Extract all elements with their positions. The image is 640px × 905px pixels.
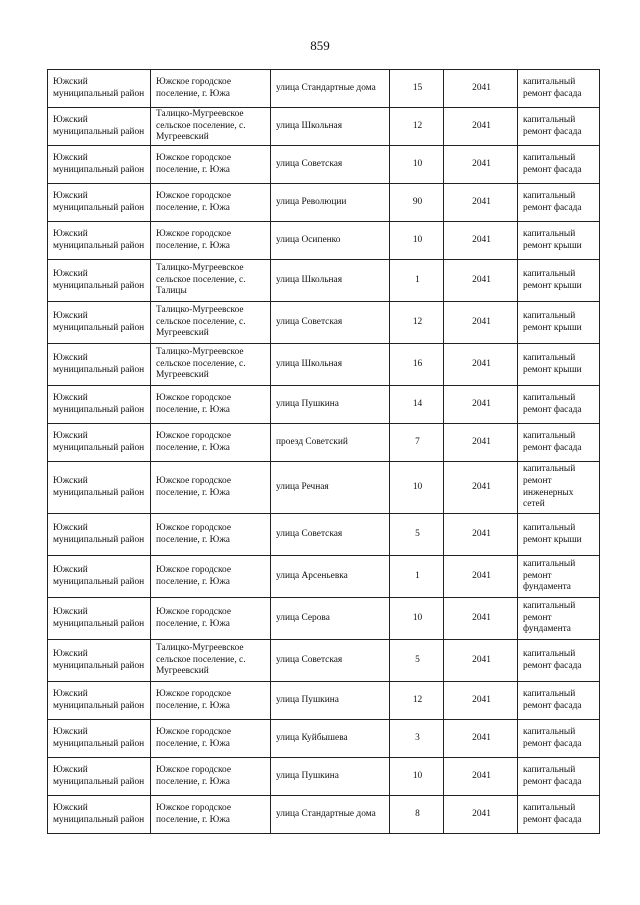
street-cell: проезд Советский bbox=[271, 424, 390, 462]
year-cell: 2041 bbox=[444, 184, 518, 222]
house-number-cell: 15 bbox=[390, 70, 444, 108]
work-type-cell: капитальный ремонт фундамента bbox=[518, 598, 600, 640]
district-cell: Южский муниципальный район bbox=[48, 386, 151, 424]
work-type-cell: капитальный ремонт крыши bbox=[518, 222, 600, 260]
settlement-cell: Южское городское поселение, г. Южа bbox=[151, 386, 271, 424]
settlement-cell: Южское городское поселение, г. Южа bbox=[151, 682, 271, 720]
table-row bbox=[48, 720, 600, 758]
table-row bbox=[48, 598, 600, 640]
housing-repair-table bbox=[47, 69, 600, 834]
district-cell: Южский муниципальный район bbox=[48, 70, 151, 108]
year-cell: 2041 bbox=[444, 222, 518, 260]
district-cell: Южский муниципальный район bbox=[48, 184, 151, 222]
page-number: 859 bbox=[310, 38, 330, 53]
house-number-cell: 5 bbox=[390, 640, 444, 682]
house-number-cell: 12 bbox=[390, 302, 444, 344]
table-row bbox=[48, 222, 600, 260]
year-cell: 2041 bbox=[444, 146, 518, 184]
table-row bbox=[48, 424, 600, 462]
work-type-cell: капитальный ремонт фасада bbox=[518, 720, 600, 758]
district-cell: Южский муниципальный район bbox=[48, 720, 151, 758]
table-row bbox=[48, 386, 600, 424]
street-cell: улица Пушкина bbox=[271, 682, 390, 720]
year-cell: 2041 bbox=[444, 556, 518, 598]
table-row bbox=[48, 758, 600, 796]
settlement-cell: Талицко-Мугреевское сельское поселение, с. Мугреевский bbox=[151, 640, 271, 682]
street-cell: улица Осипенко bbox=[271, 222, 390, 260]
street-cell: улица Стандартные дома bbox=[271, 70, 390, 108]
work-type-cell: капитальный ремонт фасада bbox=[518, 70, 600, 108]
street-cell: улица Пушкина bbox=[271, 758, 390, 796]
house-number-cell: 16 bbox=[390, 344, 444, 386]
table-row bbox=[48, 70, 600, 108]
work-type-cell: капитальный ремонт крыши bbox=[518, 344, 600, 386]
street-cell: улица Советская bbox=[271, 146, 390, 184]
street-cell: улица Стандартные дома bbox=[271, 796, 390, 834]
house-number-cell: 1 bbox=[390, 556, 444, 598]
district-cell: Южский муниципальный район bbox=[48, 796, 151, 834]
year-cell: 2041 bbox=[444, 796, 518, 834]
district-cell: Южский муниципальный район bbox=[48, 598, 151, 640]
work-type-cell: капитальный ремонт крыши bbox=[518, 260, 600, 302]
year-cell: 2041 bbox=[444, 598, 518, 640]
year-cell: 2041 bbox=[444, 720, 518, 758]
house-number-cell: 7 bbox=[390, 424, 444, 462]
year-cell: 2041 bbox=[444, 424, 518, 462]
district-cell: Южский муниципальный район bbox=[48, 514, 151, 556]
table-row bbox=[48, 146, 600, 184]
settlement-cell: Талицко-Мугреевское сельское поселение, с. Мугреевский bbox=[151, 108, 271, 146]
settlement-cell: Южское городское поселение, г. Южа bbox=[151, 796, 271, 834]
work-type-cell: капитальный ремонт фасада bbox=[518, 184, 600, 222]
house-number-cell: 1 bbox=[390, 260, 444, 302]
work-type-cell: капитальный ремонт инженерных сетей bbox=[518, 462, 600, 514]
house-number-cell: 3 bbox=[390, 720, 444, 758]
year-cell: 2041 bbox=[444, 758, 518, 796]
settlement-cell: Южское городское поселение, г. Южа bbox=[151, 514, 271, 556]
district-cell: Южский муниципальный район bbox=[48, 424, 151, 462]
house-number-cell: 10 bbox=[390, 222, 444, 260]
year-cell: 2041 bbox=[444, 462, 518, 514]
year-cell: 2041 bbox=[444, 108, 518, 146]
street-cell: улица Школьная bbox=[271, 344, 390, 386]
house-number-cell: 10 bbox=[390, 462, 444, 514]
settlement-cell: Южское городское поселение, г. Южа bbox=[151, 598, 271, 640]
settlement-cell: Талицко-Мугреевское сельское поселение, с. Талицы bbox=[151, 260, 271, 302]
street-cell: улица Советская bbox=[271, 640, 390, 682]
settlement-cell: Талицко-Мугреевское сельское поселение, с. Мугреевский bbox=[151, 302, 271, 344]
street-cell: улица Куйбышева bbox=[271, 720, 390, 758]
table-row bbox=[48, 796, 600, 834]
street-cell: улица Арсеньевка bbox=[271, 556, 390, 598]
house-number-cell: 8 bbox=[390, 796, 444, 834]
settlement-cell: Южское городское поселение, г. Южа bbox=[151, 462, 271, 514]
work-type-cell: капитальный ремонт крыши bbox=[518, 302, 600, 344]
work-type-cell: капитальный ремонт крыши bbox=[518, 514, 600, 556]
table-row bbox=[48, 682, 600, 720]
house-number-cell: 14 bbox=[390, 386, 444, 424]
year-cell: 2041 bbox=[444, 682, 518, 720]
work-type-cell: капитальный ремонт фасада bbox=[518, 146, 600, 184]
district-cell: Южский муниципальный район bbox=[48, 302, 151, 344]
work-type-cell: капитальный ремонт фасада bbox=[518, 424, 600, 462]
year-cell: 2041 bbox=[444, 302, 518, 344]
district-cell: Южский муниципальный район bbox=[48, 260, 151, 302]
street-cell: улица Серова bbox=[271, 598, 390, 640]
house-number-cell: 10 bbox=[390, 598, 444, 640]
work-type-cell: капитальный ремонт фасада bbox=[518, 758, 600, 796]
street-cell: улица Школьная bbox=[271, 260, 390, 302]
table-row bbox=[48, 302, 600, 344]
house-number-cell: 5 bbox=[390, 514, 444, 556]
work-type-cell: капитальный ремонт фундамента bbox=[518, 556, 600, 598]
table-row bbox=[48, 260, 600, 302]
settlement-cell: Южское городское поселение, г. Южа bbox=[151, 424, 271, 462]
table-row bbox=[48, 344, 600, 386]
table-row bbox=[48, 462, 600, 514]
house-number-cell: 12 bbox=[390, 682, 444, 720]
street-cell: улица Советская bbox=[271, 514, 390, 556]
district-cell: Южский муниципальный район bbox=[48, 344, 151, 386]
house-number-cell: 12 bbox=[390, 108, 444, 146]
table-row bbox=[48, 108, 600, 146]
district-cell: Южский муниципальный район bbox=[48, 682, 151, 720]
table-row bbox=[48, 556, 600, 598]
settlement-cell: Южское городское поселение, г. Южа bbox=[151, 184, 271, 222]
street-cell: улица Советская bbox=[271, 302, 390, 344]
settlement-cell: Южское городское поселение, г. Южа bbox=[151, 720, 271, 758]
settlement-cell: Южское городское поселение, г. Южа bbox=[151, 758, 271, 796]
district-cell: Южский муниципальный район bbox=[48, 556, 151, 598]
work-type-cell: капитальный ремонт фасада bbox=[518, 640, 600, 682]
house-number-cell: 10 bbox=[390, 146, 444, 184]
street-cell: улица Речная bbox=[271, 462, 390, 514]
work-type-cell: капитальный ремонт фасада bbox=[518, 682, 600, 720]
street-cell: улица Революции bbox=[271, 184, 390, 222]
settlement-cell: Талицко-Мугреевское сельское поселение, с. Мугреевский bbox=[151, 344, 271, 386]
table-row bbox=[48, 640, 600, 682]
street-cell: улица Пушкина bbox=[271, 386, 390, 424]
settlement-cell: Южское городское поселение, г. Южа bbox=[151, 70, 271, 108]
district-cell: Южский муниципальный район bbox=[48, 108, 151, 146]
district-cell: Южский муниципальный район bbox=[48, 640, 151, 682]
district-cell: Южский муниципальный район bbox=[48, 222, 151, 260]
settlement-cell: Южское городское поселение, г. Южа bbox=[151, 222, 271, 260]
work-type-cell: капитальный ремонт фасада bbox=[518, 386, 600, 424]
year-cell: 2041 bbox=[444, 344, 518, 386]
street-cell: улица Школьная bbox=[271, 108, 390, 146]
work-type-cell: капитальный ремонт фасада bbox=[518, 108, 600, 146]
year-cell: 2041 bbox=[444, 514, 518, 556]
table-body bbox=[48, 70, 600, 834]
work-type-cell: капитальный ремонт фасада bbox=[518, 796, 600, 834]
district-cell: Южский муниципальный район bbox=[48, 462, 151, 514]
settlement-cell: Южское городское поселение, г. Южа bbox=[151, 146, 271, 184]
house-number-cell: 10 bbox=[390, 758, 444, 796]
year-cell: 2041 bbox=[444, 70, 518, 108]
district-cell: Южский муниципальный район bbox=[48, 146, 151, 184]
settlement-cell: Южское городское поселение, г. Южа bbox=[151, 556, 271, 598]
district-cell: Южский муниципальный район bbox=[48, 758, 151, 796]
year-cell: 2041 bbox=[444, 260, 518, 302]
year-cell: 2041 bbox=[444, 640, 518, 682]
table-row bbox=[48, 184, 600, 222]
house-number-cell: 90 bbox=[390, 184, 444, 222]
year-cell: 2041 bbox=[444, 386, 518, 424]
table-row bbox=[48, 514, 600, 556]
